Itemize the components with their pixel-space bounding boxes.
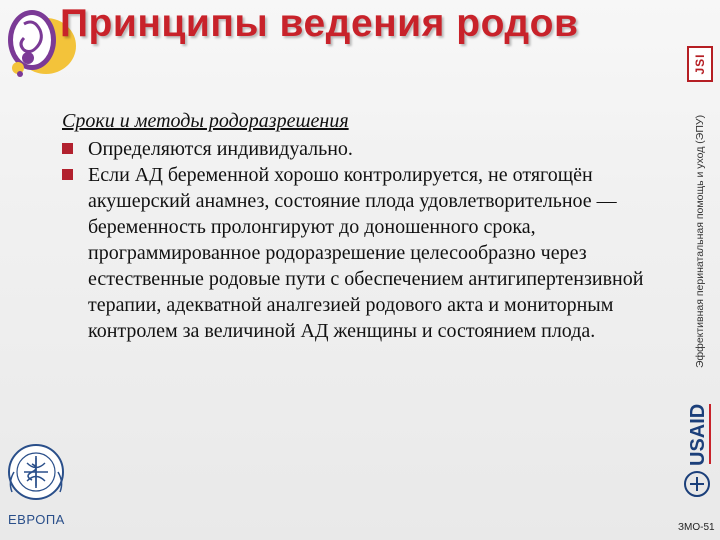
- bullet-list: [62, 136, 672, 344]
- square-bullet-icon: [62, 143, 73, 154]
- jsi-logo-text: JSI: [693, 53, 707, 75]
- square-bullet-icon: [62, 169, 73, 180]
- bullet-text: Определяются индивидуально.: [88, 138, 353, 160]
- slide-number: ЗМО-51: [678, 522, 715, 533]
- vertical-program-caption: Эффективная перинатальная помощь и уход (ЭПУ): [694, 114, 706, 368]
- section-subheading: Сроки и методы родоразрешения: [62, 110, 349, 132]
- bullet-item: [62, 136, 672, 162]
- slide-title: Принципы ведения родов: [60, 2, 579, 45]
- bullet-item: [62, 162, 672, 344]
- jsi-logo-icon: [687, 46, 713, 82]
- usaid-logo-text: USAID: [687, 403, 709, 466]
- europa-label: ЕВРОПА: [8, 512, 65, 527]
- slide-content: [62, 108, 672, 344]
- usaid-logo-icon: [682, 400, 716, 500]
- bullet-text: Если АД беременной хорошо контролируется, не отягощён акушерский анамнез, состояние плода удовлетворительное — беременность пролонгируют до доношенного срока, программированное родоразрешение целесообразно через естественные родовые пути с обеспечением антигипертензивной терапии, адекватной аналгезией родового акта и мониторным контролем за величиной АД женщины и состоянием плода.: [88, 164, 644, 342]
